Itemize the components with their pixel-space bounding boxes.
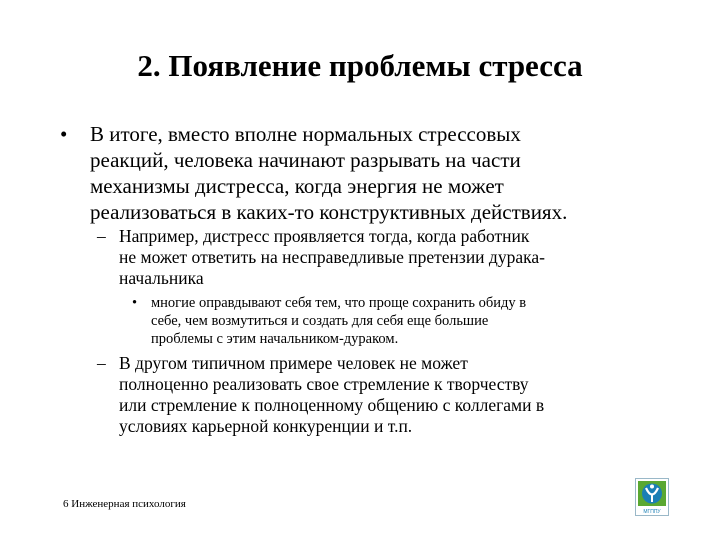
sub-bullet-text-line: или стремление к полноценному общению с коллегами в [119,395,545,415]
dash-marker: – [97,353,106,373]
sub-sub-bullet-text-line: многие оправдывают себя тем, что проще сохранить обиду в [151,295,527,311]
sub-bullet-text-line: условиях карьерной конкуренции и т.п. [119,416,413,436]
dash-marker: – [97,226,106,246]
sub-bullet-text-line: начальника [119,268,204,288]
svg-text:МГППУ: МГППУ [643,509,661,515]
sub-bullet-text-line: В другом типичном примере человек не может [119,353,468,373]
bullet-item-main [60,121,660,225]
sub-sub-bullet-text-line: проблемы с этим начальником-дураком. [151,331,399,347]
sub-bullet-item-1 [97,226,677,289]
sub-bullet-text-line: не может ответить на несправедливые претензии дурака- [119,247,545,267]
sub-bullet-text-line: Например, дистресс проявляется тогда, когда работник [119,226,530,246]
sub-sub-bullet-text-line: себе, чем возмутиться и создать для себя еще большие [151,313,489,329]
slide-footer: 6 Инженерная психология [63,498,186,510]
bullet-marker: • [132,295,138,311]
sub-sub-bullet-item [132,294,672,348]
bullet-marker: • [60,122,68,146]
bullet-text-line: реализоваться в каких-то конструктивных действиях. [90,200,568,224]
sub-bullet-text-line: полноценно реализовать свое стремление к творчеству [119,374,529,394]
bullet-text-line: механизмы дистресса, когда энергия не может [90,174,504,198]
sub-bullet-item-2 [97,353,677,437]
bullet-text-line: реакций, человека начинают разрывать на части [90,148,521,172]
university-logo-icon [635,478,669,516]
bullet-text-line: В итоге, вместо вполне нормальных стрессовых [90,122,521,146]
slide-title: 2. Появление проблемы стресса [137,48,583,83]
